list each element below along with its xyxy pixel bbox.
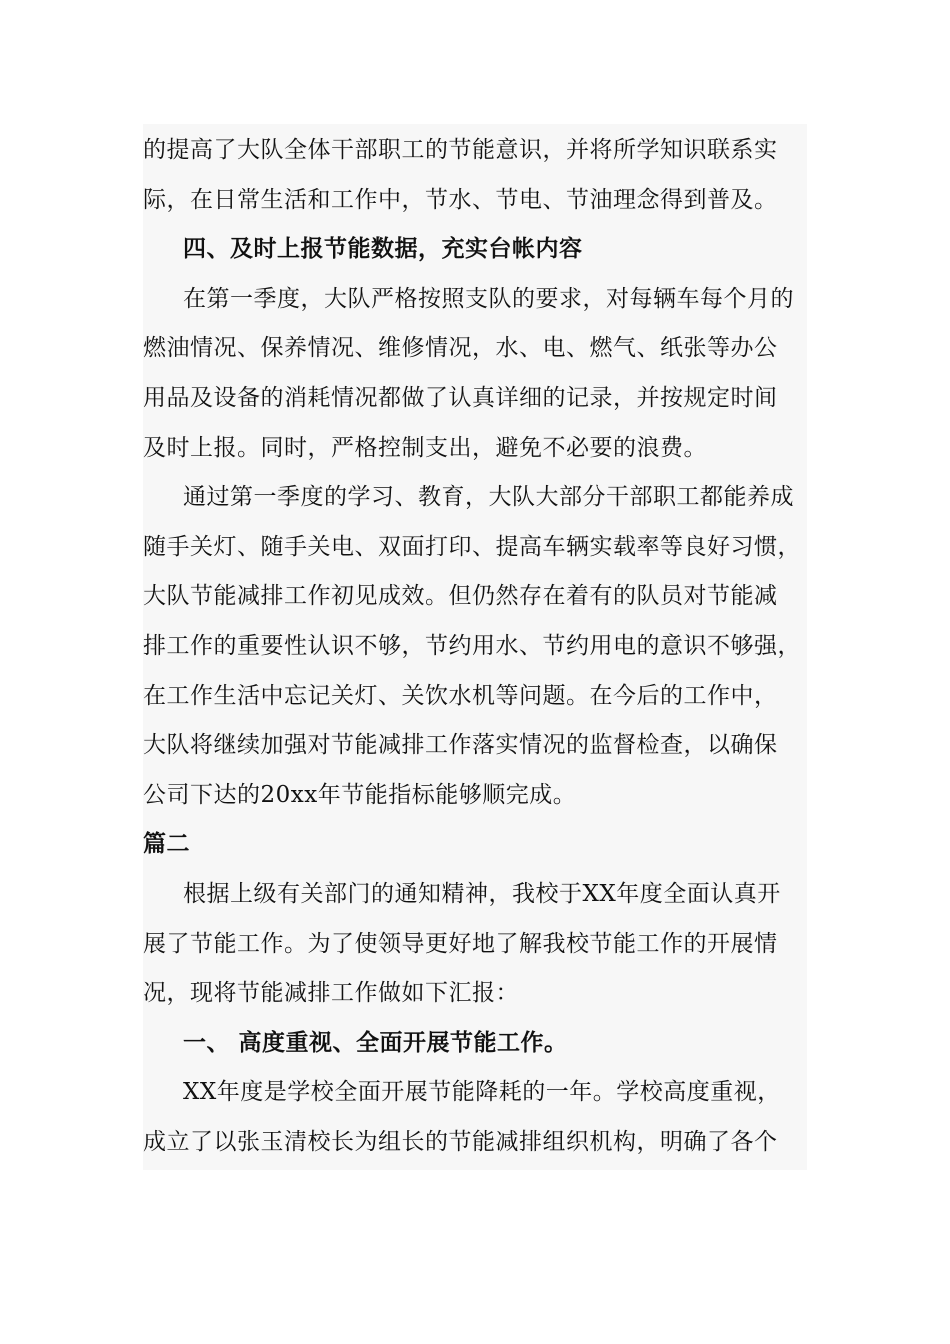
paragraph-line: 在工作生活中忘记关灯、关饮水机等问题。在今后的工作中，: [143, 682, 778, 709]
section-heading: 四、及时上报节能数据，充实台帐内容: [183, 235, 583, 263]
paragraph-line: 展了节能工作。为了使领导更好地了解我校节能工作的开展情: [143, 930, 778, 957]
paragraph-line: 用品及设备的消耗情况都做了认真详细的记录，并按规定时间: [143, 385, 778, 411]
paragraph-line: 及时上报。同时，严格控制支出，避免不必要的浪费。: [143, 434, 707, 461]
section-heading: 篇二: [143, 830, 190, 858]
paragraph-line: 根据上级有关部门的通知精神，我校于XX年度全面认真开: [183, 881, 781, 907]
paragraph-line: 况，现将节能减排工作做如下汇报：: [143, 980, 519, 1007]
paragraph-line: 大队将继续加强对节能减排工作落实情况的监督检查，以确保: [143, 732, 778, 759]
paragraph-line: 的提高了大队全体干部职工的节能意识，并将所学知识联系实: [143, 137, 778, 163]
paragraph-line: 通过第一季度的学习、教育，大队大部分干部职工都能养成: [183, 484, 794, 511]
paragraph-line: 排工作的重要性认识不够，节约用水、节约用电的意识不够强，: [143, 633, 801, 659]
document-text-area: [143, 124, 807, 1170]
paragraph-line: 随手关灯、随手关电、双面打印、提高车辆实载率等良好习惯，: [143, 533, 801, 560]
paragraph-line: 燃油情况、保养情况、维修情况，水、电、燃气、纸张等办公: [143, 335, 778, 362]
paragraph-line: 公司下达的20xx年节能指标能够顺完成。: [143, 781, 577, 808]
paragraph-line: 在第一季度，大队严格按照支队的要求，对每辆车每个月的: [183, 285, 794, 312]
paragraph-line: XX年度是学校全面开展节能降耗的一年。学校高度重视，: [183, 1079, 781, 1106]
section-heading: 一、 高度重视、全面开展节能工作。: [183, 1028, 568, 1056]
paragraph-line: 际，在日常生活和工作中，节水、节电、节油理念得到普及。: [143, 186, 778, 213]
paragraph-line: 大队节能减排工作初见成效。但仍然存在着有的队员对节能减: [143, 583, 778, 610]
paragraph-line: 成立了以张玉清校长为组长的节能减排组织机构，明确了各个: [143, 1129, 778, 1155]
